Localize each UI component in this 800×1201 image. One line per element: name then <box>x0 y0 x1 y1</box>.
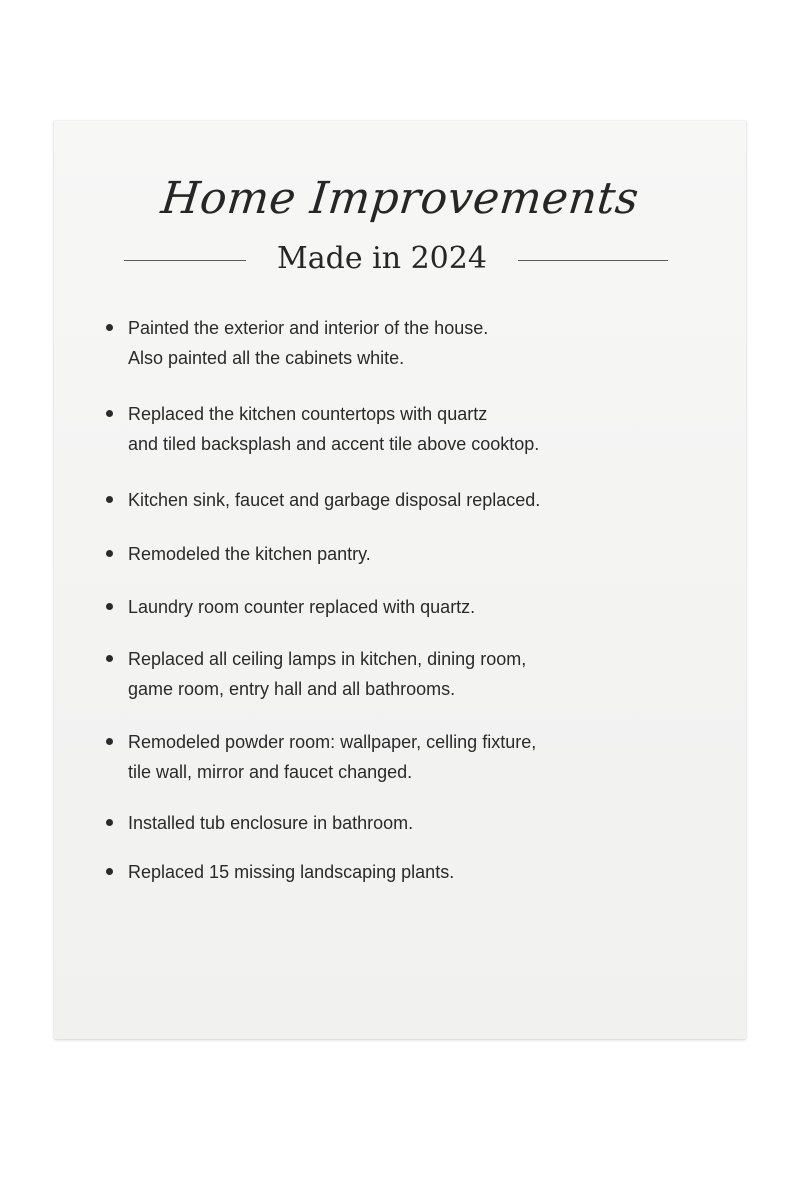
page-subtitle: Made in 2024 <box>277 241 487 276</box>
list-item-text <box>128 857 688 887</box>
list-item-text <box>128 539 688 569</box>
list-item-text <box>128 808 688 838</box>
subtitle-row <box>54 239 746 279</box>
list-item-line: game room, entry hall and all bathrooms. <box>128 679 456 699</box>
list-item-text <box>128 399 688 459</box>
bullet-icon <box>106 738 113 745</box>
list-item-line: and tiled backsplash and accent tile above cooktop. <box>128 434 540 454</box>
bullet-icon <box>106 655 113 662</box>
list-item-text <box>128 644 688 704</box>
bullet-icon <box>106 868 113 875</box>
list-item-line: Remodeled the kitchen pantry. <box>128 544 371 564</box>
list-item-line: Replaced all ceiling lamps in kitchen, dining room, <box>128 649 527 669</box>
list-item-line: Laundry room counter replaced with quartz. <box>128 597 476 617</box>
bullet-icon <box>106 550 113 557</box>
list-item-line: Remodeled powder room: wallpaper, celling fixture, <box>128 732 537 752</box>
bullet-icon <box>106 496 113 503</box>
bullet-icon <box>106 603 113 610</box>
list-item-line: Replaced 15 missing landscaping plants. <box>128 862 455 882</box>
list-item-text <box>128 485 688 515</box>
list-item-line: Kitchen sink, faucet and garbage disposal replaced. <box>128 490 541 510</box>
list-item-text <box>128 592 688 622</box>
bullet-icon <box>106 819 113 826</box>
list-item-line: tile wall, mirror and faucet changed. <box>128 762 413 782</box>
bullet-icon <box>106 410 113 417</box>
left-divider-line <box>124 260 246 261</box>
list-item-line: Also painted all the cabinets white. <box>128 348 405 368</box>
printed-sheet <box>54 121 746 1039</box>
list-item-line: Installed tub enclosure in bathroom. <box>128 813 414 833</box>
list-item-text <box>128 727 688 787</box>
bullet-icon <box>106 324 113 331</box>
list-item-text <box>128 313 688 373</box>
list-item-line: Painted the exterior and interior of the house. <box>128 318 489 338</box>
page-title: Home Improvements <box>158 173 642 224</box>
right-divider-line <box>518 260 668 261</box>
list-item-line: Replaced the kitchen countertops with quartz <box>128 404 488 424</box>
